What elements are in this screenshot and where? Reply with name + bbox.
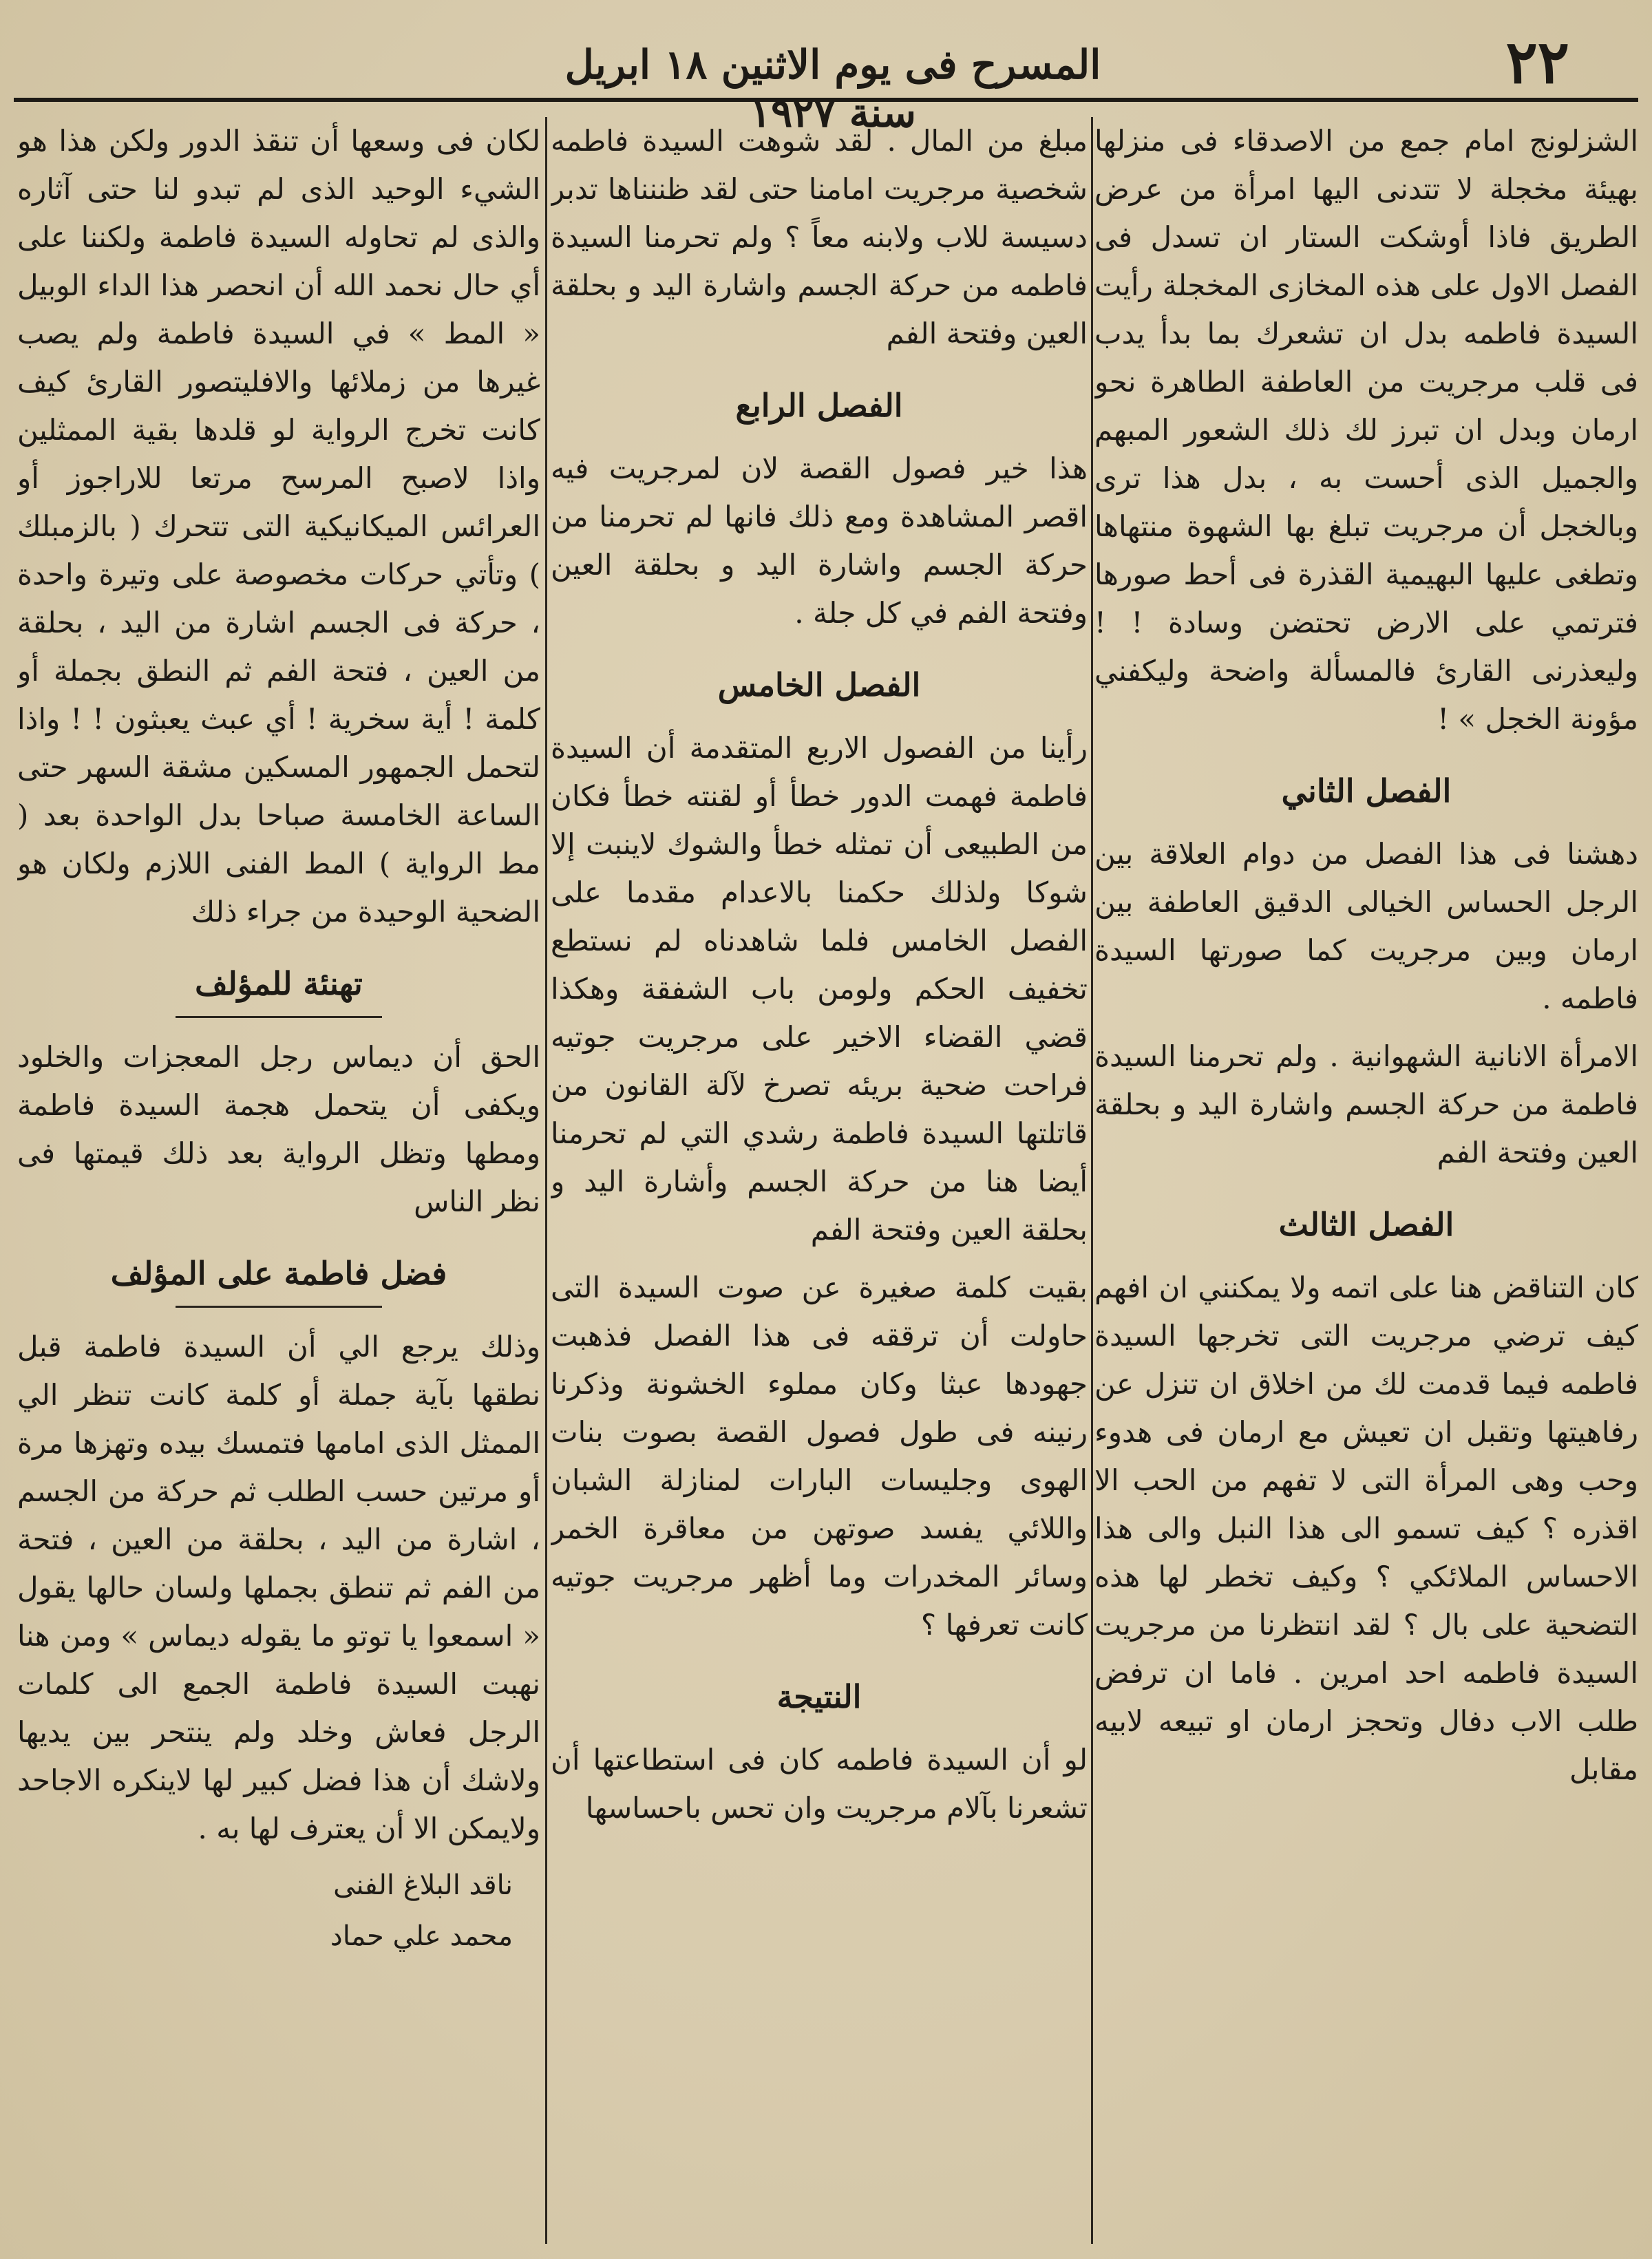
section-heading: الفصل الخامس [717,666,921,703]
header-rule [14,98,1638,102]
article-paragraph: مبلغ من المال . لقد شوهت السيدة فاطمه شخصية مرجريت امامنا حتى لقد ظننناها تدبر دسيسة للاب ولابنه معاً ؟ ولم تحرمنا السيدة فاطمه من حركة الجسم واشارة اليد و بحلقة العين وفتحة الفم [551,124,1088,350]
column-left [17,117,540,2244]
section-heading: الفصل الرابع [735,387,903,424]
signature-title: ناقد البلاغ الفنى [333,1869,513,1901]
page-number: ٢٢ [1505,28,1569,97]
article-paragraph: كان التناقض هنا على اتمه ولا يمكنني ان افهم كيف ترضي مرجريت التى تخرجها السيدة فاطمه فيما قدمت لك من اخلاق ان تنزل عن رفاهيتها وتقبل ان تعيش مع ارمان فى هدوء وحب وهى المرأة التى لا تفهم من الحب الا اقذره ؟ كيف تسمو الى هذا النبل والى هذا الاحساس الملائكي ؟ وكيف تخطر لها هذه التضحية على بال ؟ لقد انتظرنا من مرجريت السيدة فاطمه احد امرين . فاما ان ترفض طلب الاب دفال وتحجز ارمان او تبيعه لابيه مقابل [1094,1271,1638,1786]
heading-underline [176,1306,382,1308]
article-paragraph: لكان فى وسعها أن تنقذ الدور ولكن هذا هو الشيء الوحيد الذى لم تبدو لنا حتى آثاره والذى لم تحاوله السيدة فاطمة ولكننا على أي حال نحمد الله أن انحصر هذا الداء الوبيل « المط » في السيدة فاطمة ولم يصب غيرها من زملائها والافليتصور القارئ كيف كانت تخرج الرواية لو قلدها بقية الممثلين واذا لاصبح المرسح مرتعا للاراجوز أو العرائس الميكانيكية التى تتحرك ( بالزمبلك ) وتأتي حركات مخصوصة على وتيرة واحدة ، حركة فى الجسم اشارة من اليد ، بحلقة من العين ، فتحة الفم ثم النطق بجملة أو كلمة ! أية سخرية ! أي عبث يعبثون ! ! واذا لتحمل الجمهور المسكين مشقة السهر حتى الساعة الخامسة صباحا بدل الواحدة بعد ( مط الرواية ) المط الفنى اللازم ولكان هو الضحية الوحيدة من جراء ذلك [17,124,540,929]
column-divider [1091,117,1093,2244]
article-paragraph: لو أن السيدة فاطمه كان فى استطاعتها أن تشعرنا بآلام مرجريت وان تحس باحساسها [551,1743,1088,1825]
article-paragraph: الامرأة الانانية الشهوانية . ولم تحرمنا السيدة فاطمة من حركة الجسم واشارة اليد و بحلقة العين وفتحة الفم [1094,1039,1638,1169]
section-heading: الفصل الثاني [1281,772,1452,809]
column-middle [551,117,1088,2244]
article-paragraph: هذا خير فصول القصة لان لمرجريت فيه اقصر المشاهدة ومع ذلك فانها لم تحرمنا من حركة الجسم واشارة اليد و بحلقة العين وفتحة الفم في كل جلة . [551,452,1088,630]
column-right [1094,117,1638,2244]
section-heading: الفصل الثالث [1278,1206,1454,1243]
article-paragraph: بقيت كلمة صغيرة عن صوت السيدة التى حاولت أن ترققه فى هذا الفصل فذهبت جهودها عبثا وكان مملوء الخشونة وذكرنا رنينه فى طول فصول القصة بصوت بنات الهوى وجليسات البارات لمنازلة الشبان واللائي يفسد صوتهن من معاقرة الخمر وسائر المخدرات وما أظهر مرجريت جوتيه كانت تعرفها ؟ [551,1271,1088,1642]
section-heading: النتيجة [776,1678,862,1715]
heading-underline [176,1016,382,1018]
article-paragraph: الحق أن ديماس رجل المعجزات والخلود ويكفى أن يتحمل هجمة السيدة فاطمة ومطها وتظل الرواية بعد ذلك قيمتها فى نظر الناس [17,1040,540,1218]
section-heading: فضل فاطمة على المؤلف [110,1255,447,1292]
section-heading: تهنئة للمؤلف [195,965,363,1002]
article-paragraph: دهشنا فى هذا الفصل من دوام العلاقة بين الرجل الحساس الخيالى الدقيق العاطفة بين ارمان وبين مرجريت كما صورتها السيدة فاطمه . [1094,837,1638,1015]
column-divider [545,117,547,2244]
article-paragraph: الشزلونج امام جمع من الاصدقاء فى منزلها بهيئة مخجلة لا تتدنى اليها امرأة من عرض الطريق فاذا أوشكت الستار ان تسدل فى الفصل الاول على هذه المخازى المخجلة رأيت السيدة فاطمه بدل ان تشعرك بما بدأ يدب فى قلب مرجريت من العاطفة الطاهرة نحو ارمان وبدل ان تبرز لك ذلك الشعور المبهم والجميل الذى أحست به ، بدل هذا ترى وبالخجل أن مرجريت تبلغ بها الشهوة منتهاها وتطغى عليها البهيمية القذرة فى أحط صورها فترتمي على الارض تحتضن وسادة ! ! وليعذرنى القارئ فالمسألة واضحة وليكفني مؤونة الخجل » ! [1094,124,1638,736]
page-header [14,28,1638,136]
article-paragraph: وذلك يرجع الي أن السيدة فاطمة قبل نطقها بآية جملة أو كلمة كانت تنظر الي الممثل الذى امامها فتمسك بيده وتهزها مرة أو مرتين حسب الطلب ثم حركة من الجسم ، اشارة من اليد ، بحلقة من العين ، فتحة من الفم ثم تنطق بجملها ولسان حالها يقول « اسمعوا يا توتو ما يقوله ديماس » ومن هنا نهبت السيدة فاطمة الجمع الى كلمات الرجل فعاش وخلد ولم ينتحر بين يديها ولاشك أن هذا فضل كبير لها لاينكره الاجاحد ولايمكن الا أن يعترف لها به . [17,1330,540,1845]
article-paragraph: رأينا من الفصول الاربع المتقدمة أن السيدة فاطمة فهمت الدور خطأ أو لقنته خطأ فكان من الطبيعى أن تمثله خطأ والشوك لاينبت إلا شوكا ولذلك حكمنا بالاعدام مقدما على الفصل الخامس فلما شاهدناه لم نستطع تخفيف الحكم ولومن باب الشفقة وهكذا قضي القضاء الاخير على مرجريت جوتيه فراحت ضحية بريئه تصرخ لآلة القانون من قاتلتها السيدة فاطمة رشدي التي لم تحرمنا أيضا هنا من حركة الجسم وأشارة اليد و بحلقة العين وفتحة الفم [551,731,1088,1247]
header-title: المسرح فى يوم الاثنين ١٨ ابريل سنة ١٩٢٧ [564,41,1101,136]
signature-name: محمد علي حماد [330,1920,513,1952]
